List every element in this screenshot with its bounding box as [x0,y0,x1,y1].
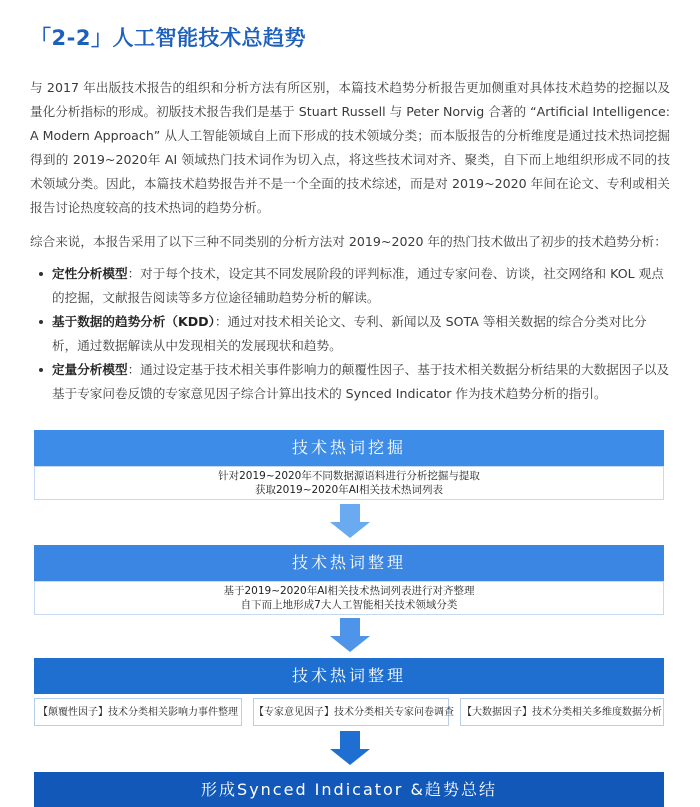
method-label: 定量分析模型 [52,362,128,377]
flow-step-2-title: 技术热词整理 [34,545,664,581]
summary-paragraph: 综合来说，本报告采用了以下三种不同类别的分析方法对 2019~2020 年的热门技术做出了初步的技术趋势分析： [30,234,667,249]
method-text: ：对于每个技术，设定其不同发展阶段的评判标准，通过专家问卷、访谈，社交网络和 KOL 观点的挖掘，文献报告阅读等多方位途径辅助趋势分析的解读。 [52,266,664,305]
factor-row [34,694,664,730]
method-label: 基于数据的趋势分析（KDD） [52,314,215,329]
down-arrow-icon [330,618,370,652]
down-arrow-icon [330,731,370,765]
method-item-qualitative [30,262,670,310]
factor-big-data: 【大数据因子】技术分类相关多维度数据分析 [460,698,664,726]
flow-step-2-description [34,581,664,615]
flow-step-1-description [34,466,664,500]
method-label: 定性分析模型 [52,266,128,281]
flow-step-1-line-1: 针对2019~2020年不同数据源语料进行分析挖掘与提取 [218,470,480,482]
factor-disruptive: 【颠覆性因子】技术分类相关影响力事件整理 [34,698,242,726]
section-title: 「2-2」人工智能技术总趋势 [30,26,306,50]
method-item-kdd [30,310,670,358]
flow-step-1-title: 技术热词挖掘 [34,430,664,466]
flow-step-4-title: 形成Synced Indicator &趋势总结 [34,772,664,807]
intro-paragraph: 与 2017 年出版技术报告的组织和分析方法有所区别，本篇技术趋势分析报告更加侧重对具体技术趋势的挖掘以及量化分析指标的形成。初版技术报告我们是基于 Stuart Russell 与 Peter Norvig 合著的 “Artificial Intelligence: A Modern Approach” 从人工智能领域自上而下形成的技术领域分类；而本版报告的分析维度是通过技术热词挖掘得到的 2019~2020年 AI 领域热门技术词作为切入点，将这些技术词对齐、聚类，自下而上地组织形成不同的技术领域分类。因此，本篇技术趋势报告并不是一个全面的技术综述，而是对 2019~2020 年间在论文、专利或相关报告讨论热度较高的技术热词的趋势分析。 [30,80,670,215]
method-text: ：通过对技术相关论文、专利、新闻以及 SOTA 等相关数据的综合分类对比分析，通过数据解读从中发现相关的发展现状和趋势。 [52,314,647,353]
method-item-quantitative [30,358,670,406]
flow-step-2-line-2: 自下而上地形成7大人工智能相关技术领域分类 [240,599,458,611]
flow-step-3-title: 技术热词整理 [34,658,664,694]
method-list [30,262,670,406]
factor-expert-opinion: 【专家意见因子】技术分类相关专家问卷调查 [253,698,449,726]
flow-step-2-line-1: 基于2019~2020年AI相关技术热词列表进行对齐整理 [223,585,475,597]
flow-step-1-line-2: 获取2019~2020年AI相关技术热词列表 [254,484,444,496]
down-arrow-icon [330,504,370,538]
method-text: ：通过设定基于技术相关事件影响力的颠覆性因子、基于技术相关数据分析结果的大数据因子以及基于专家问卷反馈的专家意见因子综合计算出技术的 Synced Indicator 作为技术趋势分析的指引。 [52,362,670,401]
